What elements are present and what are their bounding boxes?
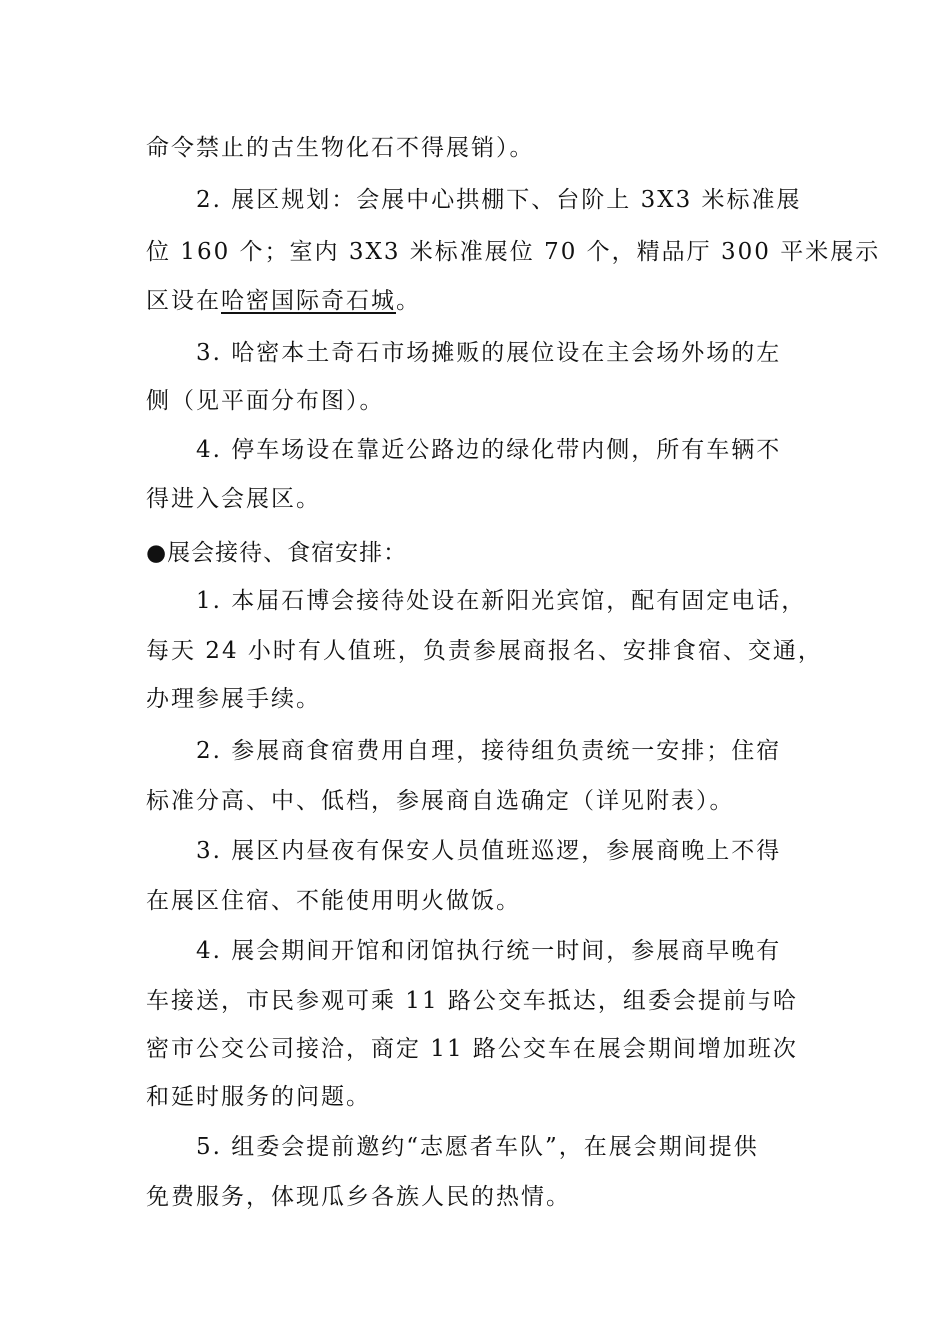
text-line: 办理参展手续。	[146, 686, 321, 712]
text-line: 在展区住宿、不能使用明火做饭。	[146, 888, 521, 914]
text-line: 2. 展区规划：会展中心拱棚下、台阶上 3X3 米标准展	[196, 187, 802, 213]
text-line: 1. 本届石博会接待处设在新阳光宾馆，配有固定电话，	[196, 588, 807, 614]
text-line: 和延时服务的问题。	[146, 1084, 371, 1110]
section-heading: ●展会接待、食宿安排：	[146, 540, 408, 566]
text-line: 4. 停车场设在靠近公路边的绿化带内侧，所有车辆不	[196, 437, 782, 463]
text-line	[146, 286, 421, 316]
underlined-location: 哈密国际奇石城	[221, 288, 396, 314]
text-line: 标准分高、中、低档，参展商自选确定（详见附表）。	[146, 788, 735, 814]
text-line: 3. 展区内昼夜有保安人员值班巡逻，参展商晚上不得	[196, 838, 782, 864]
text-line: 命令禁止的古生物化石不得展销）。	[146, 135, 535, 161]
text-line: 2. 参展商食宿费用自理，接待组负责统一安排；住宿	[196, 738, 782, 764]
text-line: 位 160 个；室内 3X3 米标准展位 70 个，精品厅 300 平米展示	[146, 239, 881, 265]
text-line: 3. 哈密本土奇石市场摊贩的展位设在主会场外场的左	[196, 340, 782, 366]
text-line: 5. 组委会提前邀约“志愿者车队”，在展会期间提供	[196, 1134, 759, 1160]
text-line: 侧（见平面分布图）。	[146, 388, 385, 414]
text-line: 每天 24 小时有人值班，负责参展商报名、安排食宿、交通，	[146, 638, 823, 664]
text-line: 密市公交公司接洽，商定 11 路公交车在展会期间增加班次	[146, 1036, 798, 1062]
text-line: 4. 展会期间开馆和闭馆执行统一时间，参展商早晚有	[196, 938, 782, 964]
text-line: 车接送，市民参观可乘 11 路公交车抵达，组委会提前与哈	[146, 988, 798, 1014]
text-line: 得进入会展区。	[146, 486, 321, 512]
text-line: 免费服务，体现瓜乡各族人民的热情。	[146, 1184, 571, 1210]
text-fragment: 区设在	[146, 288, 221, 314]
text-fragment: 。	[396, 288, 421, 314]
